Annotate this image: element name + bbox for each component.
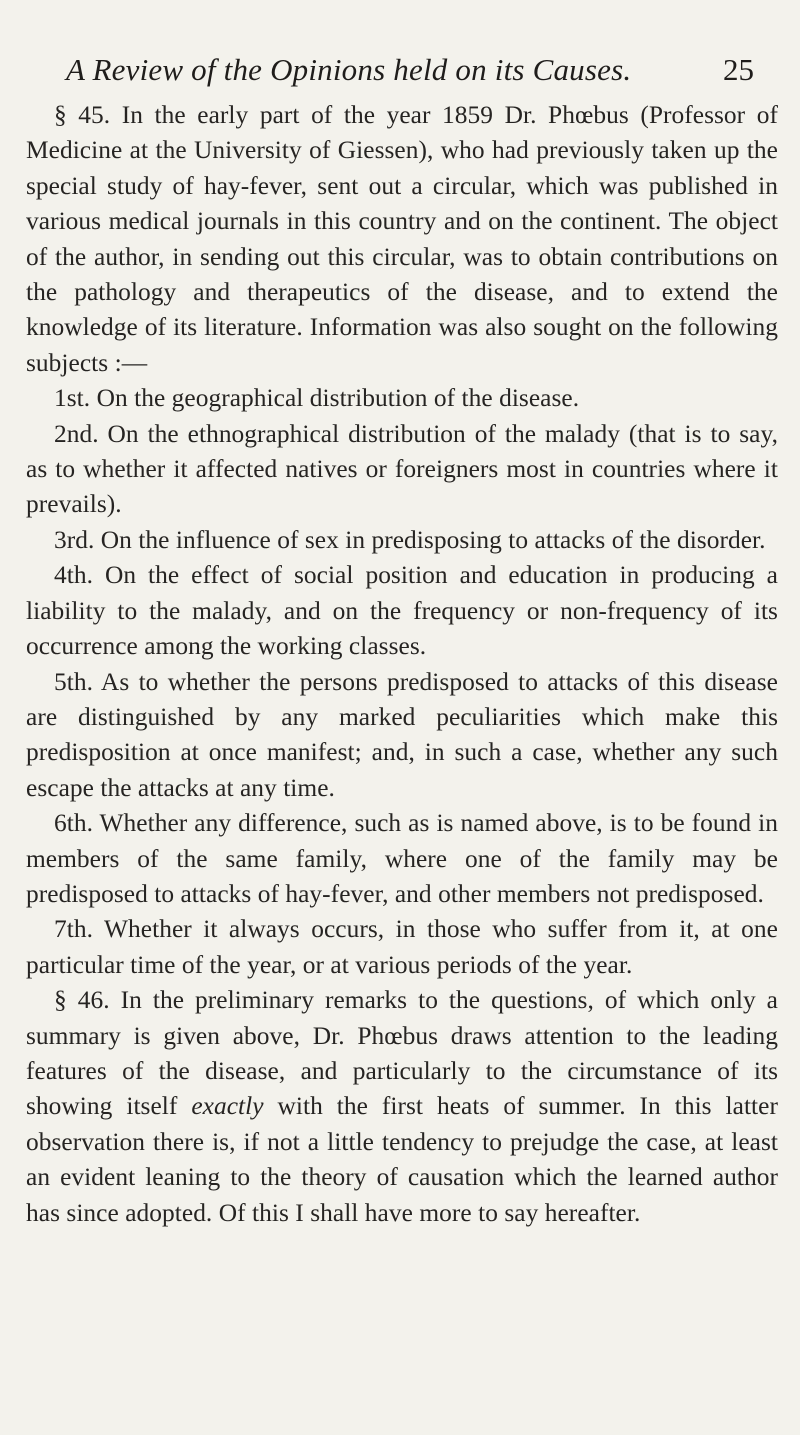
question-item-1: 1st. On the geographical distribution of the disease. xyxy=(54,384,580,413)
question-item-4: 4th. On the effect of social position and education in producing a liability to the malady, and on the frequency or non-frequency of its occurrence among the working classes. xyxy=(26,561,778,661)
question-item-6: 6th. Whether any difference, such as is named above, is to be found in members of the same family, where one of the family may be predisposed to attacks of hay-fever, and other members not predisposed. xyxy=(26,809,778,908)
paragraph-46-text-end: with the first heats of summer. In this latter observation there is, if not a little tendency to prejudge the case, at least an evident leaning to the theory of causation which the learned author has since adopted. Of this I shall have more to say hereafter. xyxy=(26,1092,778,1227)
paragraph-46-emphasis: exactly xyxy=(191,1092,264,1121)
question-item-5: 5th. As to whether the persons predisposed to attacks of this disease are distinguished by any marked peculiarities which make this predisposition at once manifest; and, in such a case, whether any such escape the attacks at any time. xyxy=(26,667,778,802)
paragraph-46 xyxy=(26,983,778,1231)
paragraph-46-text-start: § 46. In the preliminary remarks to the questions, of which only a summary is given above, Dr. Phœbus draws attention to the leading features of the disease, and particularly to the circumstance of its showing itself xyxy=(26,986,778,1121)
paragraph-45: § 45. In the early part of the year 1859 Dr. Phœbus (Professor of Medicine at the University of Giessen), who had previously taken up the special study of hay-fever, sent out a circular, which was published in various medical journals in this country and on the continent. The object of the author, in sending out this circular, was to obtain contributions on the pathology and therapeutics of the disease, and to extend the knowledge of its literature. Information was also sought on the following subjects :— xyxy=(26,101,778,377)
page-body xyxy=(26,98,778,1231)
question-item-2: 2nd. On the ethnographical distribution of the malady (that is to say, as to whether it affected natives or foreigners most in countries where it prevails). xyxy=(26,419,778,519)
question-item-7: 7th. Whether it always occurs, in those who suffer from it, at one particular time of the year, or at various periods of the year. xyxy=(26,915,778,979)
running-title: A Review of the Opinions held on its Causes. xyxy=(66,52,632,87)
question-item-3: 3rd. On the influence of sex in predisposing to attacks of the disorder. xyxy=(54,525,766,554)
page-number: 25 xyxy=(723,52,754,87)
running-head xyxy=(26,44,778,87)
